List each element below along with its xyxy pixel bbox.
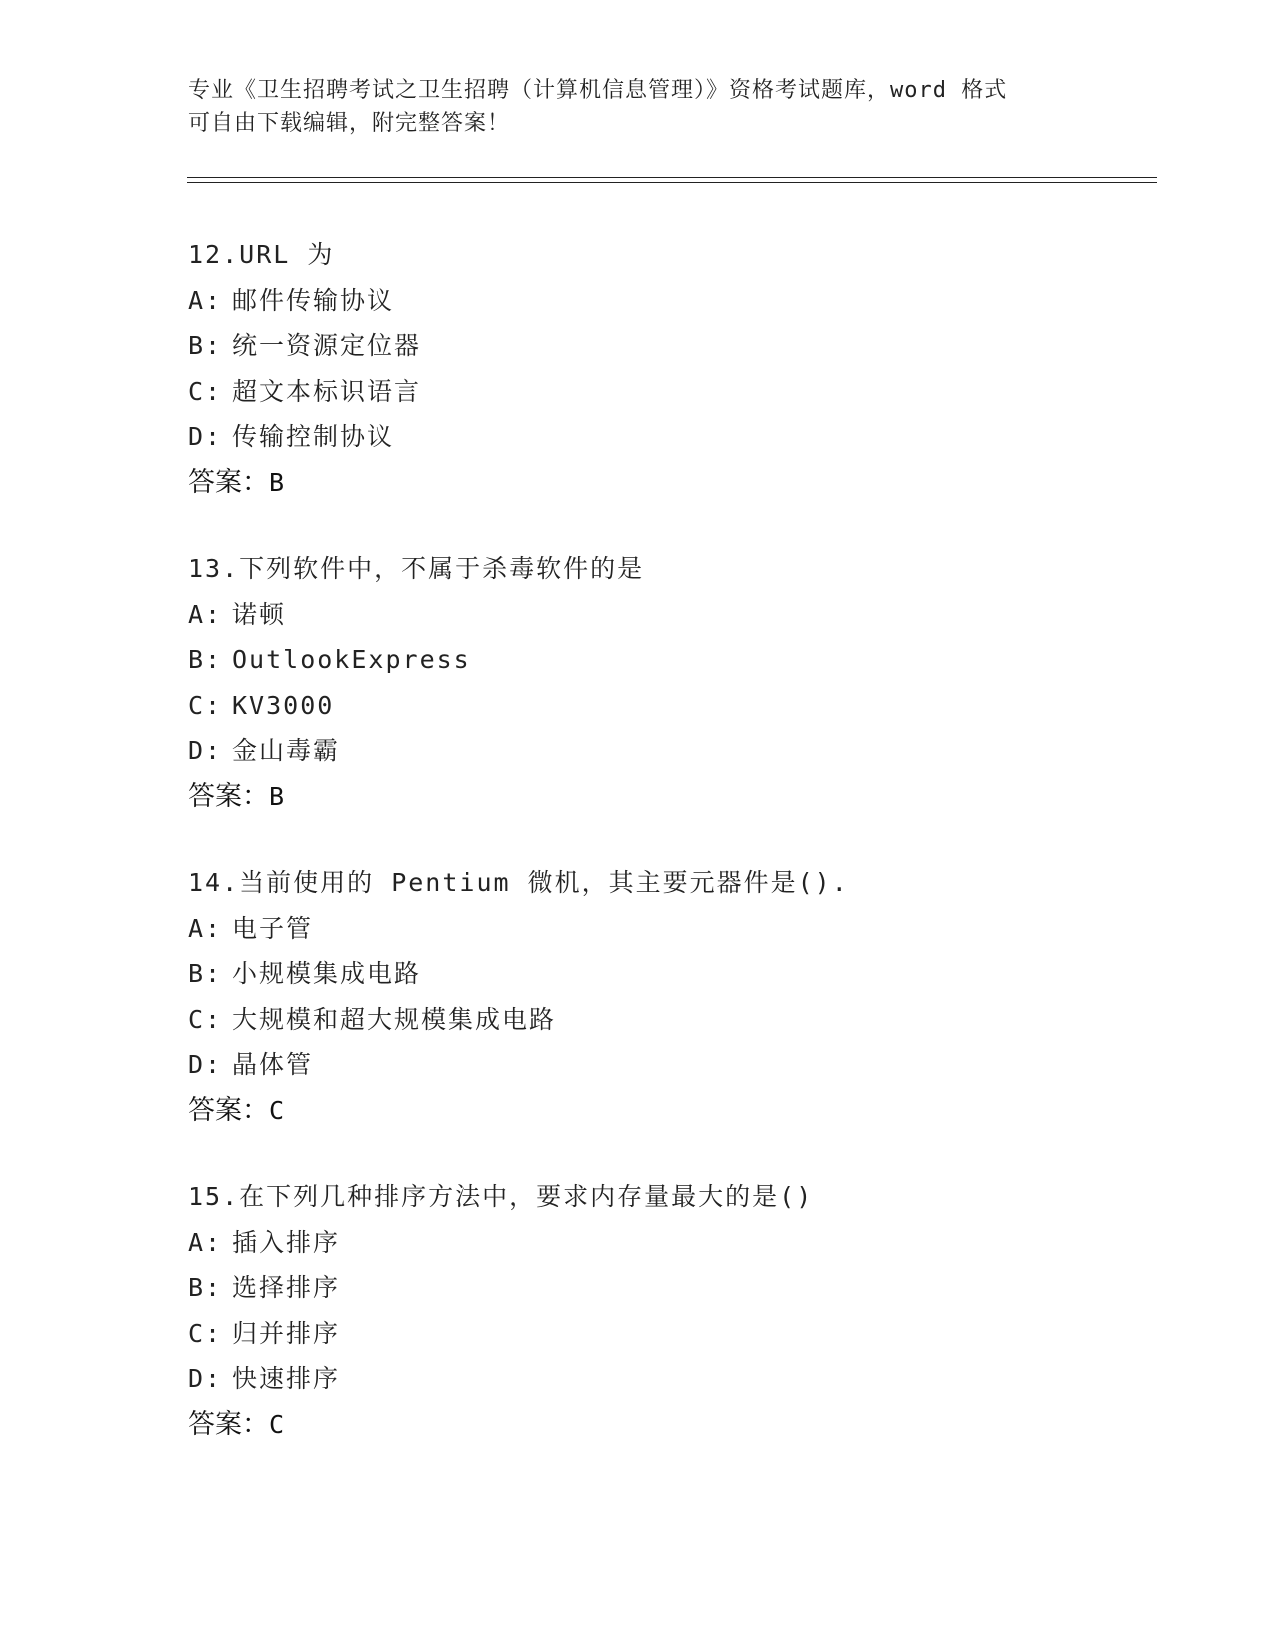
answer-label: 答案： (188, 466, 269, 498)
option-b (188, 1265, 1188, 1311)
option-b (188, 951, 1188, 997)
header-divider-bottom (187, 182, 1157, 183)
question-14 (188, 860, 1188, 1133)
option-letter: D: (188, 1050, 223, 1079)
question-list (188, 232, 1188, 1488)
option-d (188, 1356, 1188, 1402)
option-c (188, 1311, 1188, 1357)
question-stem: 13.下列软件中，不属于杀毒软件的是 (188, 554, 645, 583)
option-b (188, 637, 1188, 683)
question-stem: 14.当前使用的 Pentium 微机，其主要元器件是(). (188, 868, 849, 897)
option-letter: C: (188, 1004, 223, 1034)
option-text: 晶体管 (232, 1050, 314, 1079)
option-letter: C: (188, 376, 223, 406)
option-letter: A: (188, 599, 223, 629)
option-letter: D: (188, 736, 223, 765)
answer-line (188, 1088, 1188, 1134)
header-line-2: 可自由下载编辑，附完整答案！ (188, 111, 511, 136)
option-letter: D: (188, 1364, 223, 1393)
option-letter: B: (188, 959, 223, 988)
question-stem: 12.URL 为 (188, 240, 335, 269)
option-a (188, 592, 1188, 638)
answer-label: 答案： (188, 780, 269, 812)
option-letter: D: (188, 422, 223, 451)
answer-line (188, 1402, 1188, 1448)
question-12 (188, 232, 1188, 505)
option-letter: B: (188, 645, 223, 674)
option-b (188, 323, 1188, 369)
answer-value: B (269, 781, 285, 811)
option-text: 诺顿 (232, 599, 287, 629)
answer-value: C (269, 1409, 285, 1439)
option-text: KV3000 (232, 690, 335, 720)
answer-label: 答案： (188, 1408, 269, 1440)
option-text: 邮件传输协议 (232, 285, 395, 315)
option-letter: C: (188, 690, 223, 720)
option-text: 超文本标识语言 (232, 376, 422, 406)
option-text: 快速排序 (232, 1364, 341, 1393)
option-c (188, 683, 1188, 729)
option-c (188, 369, 1188, 415)
option-letter: B: (188, 1273, 223, 1302)
option-text: 选择排序 (232, 1273, 341, 1302)
option-d (188, 414, 1188, 460)
header-line-1: 专业《卫生招聘考试之卫生招聘（计算机信息管理）》资格考试题库，word 格式 (188, 78, 1008, 103)
option-letter: A: (188, 913, 223, 943)
question-13 (188, 546, 1188, 819)
option-text: OutlookExpress (232, 645, 471, 674)
question-stem: 15.在下列几种排序方法中，要求内存量最大的是() (188, 1182, 814, 1211)
option-letter: C: (188, 1318, 223, 1348)
answer-line (188, 774, 1188, 820)
option-text: 电子管 (232, 913, 314, 943)
option-a (188, 1220, 1188, 1266)
option-letter: A: (188, 285, 223, 315)
option-a (188, 906, 1188, 952)
option-text: 金山毒霸 (232, 736, 341, 765)
option-letter: A: (188, 1227, 223, 1257)
option-d (188, 1042, 1188, 1088)
option-c (188, 997, 1188, 1043)
answer-value: C (269, 1095, 285, 1125)
option-d (188, 728, 1188, 774)
answer-line (188, 460, 1188, 506)
option-letter: B: (188, 331, 223, 360)
option-text: 归并排序 (232, 1318, 341, 1348)
header-divider-top (187, 177, 1157, 178)
answer-label: 答案： (188, 1094, 269, 1126)
option-a (188, 278, 1188, 324)
option-text: 大规模和超大规模集成电路 (232, 1004, 557, 1034)
question-15 (188, 1174, 1188, 1447)
document-header (188, 74, 1068, 140)
option-text: 传输控制协议 (232, 422, 395, 451)
option-text: 小规模集成电路 (232, 959, 422, 988)
option-text: 统一资源定位器 (232, 331, 422, 360)
option-text: 插入排序 (232, 1227, 341, 1257)
answer-value: B (269, 467, 285, 497)
